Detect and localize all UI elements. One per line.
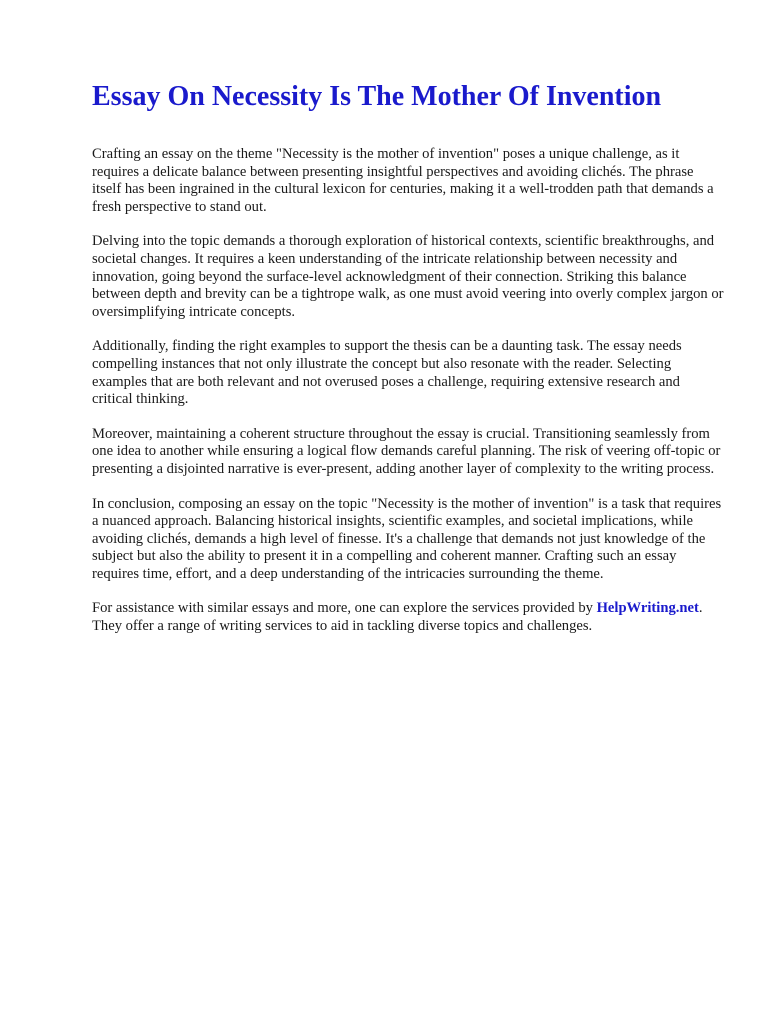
paragraph-1: Crafting an essay on the theme "Necessity is the mother of invention" poses a unique challenge, as it requires a delicate balance between presenting insightful perspectives and avoiding clichés. The phrase itself has been ingrained in the cultural lexicon for centuries, making it a well-trodden path that demands a fresh perspective to stand out.: [92, 146, 714, 215]
closing-paragraph: [92, 600, 724, 635]
helpwriting-link[interactable]: HelpWriting.net: [596, 600, 699, 617]
paragraph-2: Delving into the topic demands a thorough exploration of historical contexts, scientific breakthroughs, and societal changes. It requires a keen understanding of the intricate relationship between necessity and innovation, going beyond the surface-level acknowledgment of their connection. Striking this balance between depth and brevity can be a tightrope walk, as one must avoid veering into overly complex jargon or oversimplifying intricate concepts.: [92, 233, 724, 320]
essay-body: [92, 146, 724, 653]
closing-text-after-link: . They offer a range of writing services to aid in tackling diverse topics and challenges.: [92, 600, 703, 635]
paragraph-5: In conclusion, composing an essay on the topic "Necessity is the mother of invention" is a task that requires a nuanced approach. Balancing historical insights, scientific examples, and societal implications, while avoiding clichés, demands a high level of finesse. It's a challenge that demands not just knowledge of the subject but also the ability to present it in a compelling and coherent manner. Crafting such an essay requires time, effort, and a deep understanding of the intricacies surrounding the theme.: [92, 495, 722, 582]
page-title: Essay On Necessity Is The Mother Of Invention: [92, 81, 662, 112]
paragraph-4: Moreover, maintaining a coherent structure throughout the essay is crucial. Transitioning seamlessly from one idea to another while ensuring a logical flow demands careful planning. The risk of veering off-topic or presenting a disjointed narrative is ever-present, adding another layer of complexity to the writing process.: [92, 425, 721, 477]
paragraph-3: Additionally, finding the right examples to support the thesis can be a daunting task. The essay needs compelling instances that not only illustrate the concept but also resonate with the reader. Selecting examples that are both relevant and not overused poses a challenge, requiring extensive research and critical thinking.: [92, 338, 682, 408]
closing-text-before-link: For assistance with similar essays and more, one can explore the services provided by: [92, 600, 597, 617]
